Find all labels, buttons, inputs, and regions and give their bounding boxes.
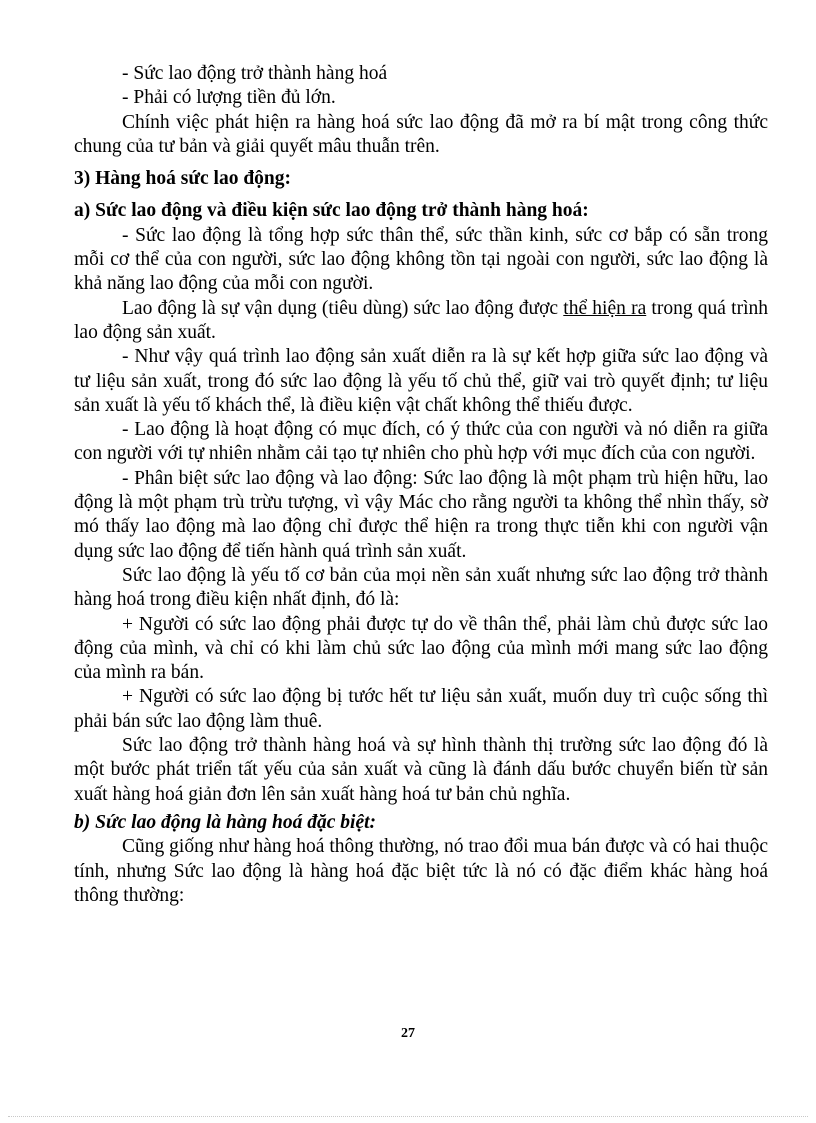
paragraph: Chính việc phát hiện ra hàng hoá sức lao động đã mở ra bí mật trong công thức chung của tư bản và giải quyết mâu thuẫn trên. (74, 111, 768, 157)
paragraph: - Sức lao động là tổng hợp sức thân thể, sức thần kinh, sức cơ bắp có sẵn trong mỗi cơ thể của con người, sức lao động không tồn tại ngoài con người, sức lao động là khả năng lao động của mỗi con người. (74, 224, 768, 295)
paragraph-text: trong quá trình lao động sản xuất. (74, 297, 768, 343)
page-bottom-divider (8, 1116, 808, 1117)
underlined-text: thể hiện ra (563, 297, 647, 319)
paragraph: Sức lao động là yếu tố cơ bản của mọi nền sản xuất nhưng sức lao động trở thành hàng hoá trong điều kiện nhất định, đó là: (74, 564, 768, 611)
page-body (74, 62, 768, 908)
paragraph-with-underline (74, 297, 768, 346)
paragraph: - Sức lao động trở thành hàng hoá (122, 63, 388, 84)
paragraph: - Lao động là hoạt động có mục đích, có ý thức của con người và nó diễn ra giữa con người với tự nhiên nhằm cải tạo tự nhiên cho phù hợp với mục đích của con người. (74, 419, 768, 465)
paragraph: - Phân biệt sức lao động và lao động: Sức lao động là một phạm trù hiện hữu, lao động là một phạm trù trừu tượng, vì vậy Mác cho rằng người ta không thể nhìn thấy, sờ mó thấy lao động mà lao động chỉ được thể hiện ra trong thực tiễn khi con người vận dụng sức lao động để tiến hành quá trình sản xuất. (74, 467, 768, 562)
paragraph: - Phải có lượng tiền đủ lớn. (122, 87, 336, 109)
subsection-heading: b) Sức lao động là hàng hoá đặc biệt: (74, 811, 377, 833)
paragraph: Cũng giống như hàng hoá thông thường, nó trao đổi mua bán được và có hai thuộc tính, nhưng Sức lao động là hàng hoá đặc biệt tức là nó có đặc điểm khác hàng hoá thông thường: (74, 836, 768, 906)
section-heading: 3) Hàng hoá sức lao động: (74, 168, 292, 190)
paragraph: + Người có sức lao động bị tước hết tư liệu sản xuất, muốn duy trì cuộc sống thì phải bán sức lao động làm thuê. (74, 686, 768, 732)
page-number: 27 (401, 1026, 415, 1041)
paragraph-text: Lao động là sự vận dụng (tiêu dùng) sức lao động được (122, 297, 564, 319)
subsection-heading: a) Sức lao động và điều kiện sức lao động trở thành hàng hoá: (74, 200, 589, 222)
paragraph: - Như vậy quá trình lao động sản xuất diễn ra là sự kết hợp giữa sức lao động và tư liệu sản xuất, trong đó sức lao động là yếu tố chủ thể, giữ vai trò quyết định; tư liệu sản xuất là yếu tố khách thể, là điều kiện vật chất không thể thiếu được. (74, 346, 768, 416)
paragraph: Sức lao động trở thành hàng hoá và sự hình thành thị trường sức lao động đó là một bước phát triển tất yếu của sản xuất và cũng là đánh dấu bước chuyển biến từ sản xuất hàng hoá giản đơn lên sản xuất hàng hoá tư bản chủ nghĩa. (74, 735, 768, 805)
paragraph: + Người có sức lao động phải được tự do về thân thể, phải làm chủ được sức lao động của mình, và chỉ có khi làm chủ sức lao động của mình mới mang sức lao động của mình ra bán. (74, 613, 768, 684)
